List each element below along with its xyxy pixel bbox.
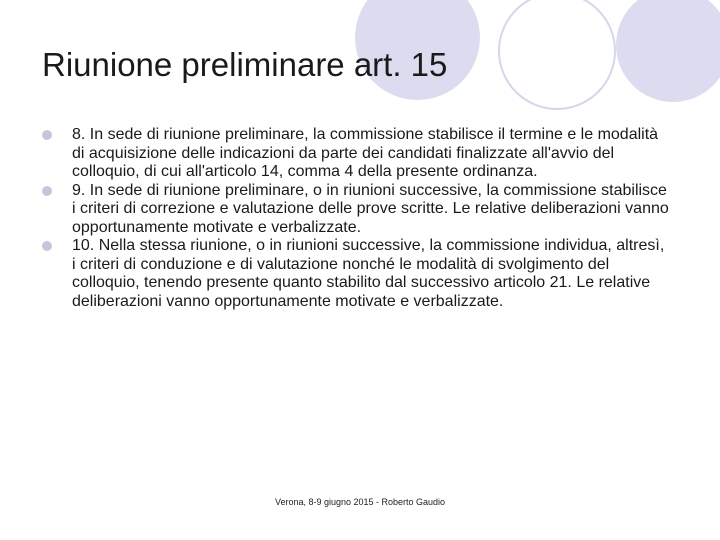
decorative-ring	[498, 0, 616, 110]
slide-footer: Verona, 8-9 giugno 2015 - Roberto Gaudio	[274, 497, 446, 507]
bullet-item	[72, 237, 672, 311]
decorative-circle	[616, 0, 720, 102]
slide-title: Riunione preliminare art. 15	[42, 46, 448, 83]
bullet-text: 8. In sede di riunione preliminare, la commissione stabilisce il termine e le modalità di acquisizione delle indicazioni da parte dei candidati finalizzate all'avvio del colloquio, di cui all'articolo 14, comma 4 della presente ordinanza.	[72, 126, 659, 180]
bullet-dot-icon	[42, 241, 52, 251]
bullet-item	[72, 182, 672, 238]
bullet-text: 9. In sede di riunione preliminare, o in riunioni successive, la commissione stabilisce i criteri di correzione e valutazione delle prove scritte. Le relative deliberazioni vanno opportunamente motivate e verbalizzate.	[72, 181, 669, 236]
bullet-list	[72, 126, 672, 311]
bullet-text: 10. Nella stessa riunione, o in riunioni successive, la commissione individua, altresì, i criteri di conduzione e di valutazione nonché le modalità di svolgimento del colloquio, tenendo presente quanto stabilito dal successivo articolo 21. Le relative deliberazioni vanno opportunamente motivate e verbalizzate.	[72, 237, 665, 310]
bullet-dot-icon	[42, 186, 52, 196]
bullet-item	[72, 126, 672, 182]
bullet-dot-icon	[42, 130, 52, 140]
